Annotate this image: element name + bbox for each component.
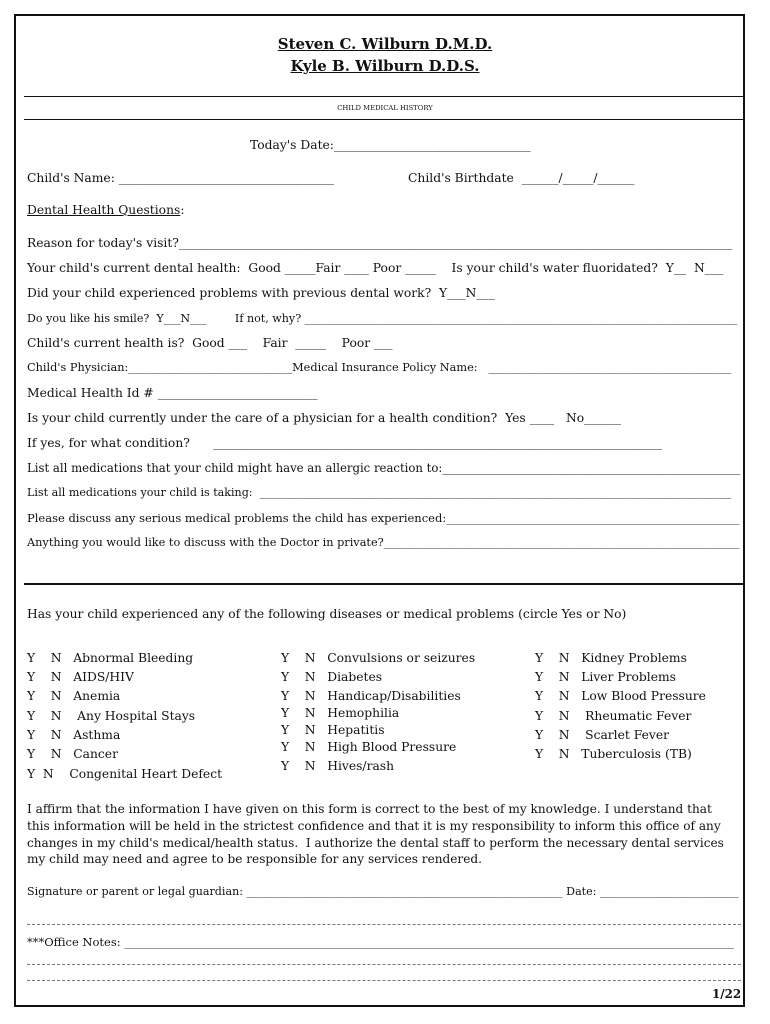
reason-field[interactable]: Reason for today's visit?__________________________________________________________________________________________ xyxy=(27,236,733,250)
diseases-intro: Has your child experienced any of the following diseases or medical problems (circle Yes or No) xyxy=(27,607,627,621)
dental-health-field[interactable]: Your child's current dental health: Good _____Fair ____ Poor _____ Is your child's water fluoridated? Y__ N___ xyxy=(27,261,724,275)
childs-name-field[interactable]: Child's Name: ___________________________________ xyxy=(27,171,334,185)
private-discussion-field[interactable]: Anything you would like to discuss with the Doctor in private?_______________________________________________________________ xyxy=(27,536,740,549)
doctor-name-2: Kyle B. Wilburn D.D.S. xyxy=(290,57,480,75)
form-title: CHILD MEDICAL HISTORY xyxy=(337,104,433,112)
disease-item[interactable]: Y N Liver Problems xyxy=(535,670,676,684)
signature-field[interactable]: Signature or parent or legal guardian: _________________________________________________________ Date: _________________________ xyxy=(27,885,739,898)
disease-item[interactable]: Y N Any Hospital Stays xyxy=(27,709,196,723)
disease-item[interactable]: Y N Convulsions or seizures xyxy=(281,651,476,665)
disease-item[interactable]: Y N Scarlet Fever xyxy=(535,728,669,742)
dental-heading-colon: : xyxy=(180,203,185,217)
under-care-field[interactable]: Is your child currently under the care of a physician for a health condition? Yes ____ No______ xyxy=(27,411,622,425)
office-notes-line xyxy=(27,964,741,965)
physician-field[interactable]: Child's Physician:_____________________________Medical Insurance Policy Name: ___________________________________________ xyxy=(27,361,732,374)
disease-item[interactable]: Y N Hives/rash xyxy=(281,759,395,773)
disease-item[interactable]: Y N Diabetes xyxy=(281,670,383,684)
disease-item[interactable]: Y N Congenital Heart Defect xyxy=(27,767,223,781)
todays-date-field[interactable]: Today's Date:________________________________ xyxy=(250,138,531,152)
disease-item[interactable]: Y N Hepatitis xyxy=(281,723,385,737)
dental-heading-text: Dental Health Questions xyxy=(27,203,181,217)
section-divider xyxy=(24,583,745,585)
affirm-line-1: I affirm that the information I have given on this form is correct to the best of my knowledge. I understand that xyxy=(27,802,712,816)
disease-item[interactable]: Y N Low Blood Pressure xyxy=(535,689,706,703)
office-notes-field[interactable]: ***Office Notes: __________________________________________________________________________________________________________ xyxy=(27,935,734,949)
disease-item[interactable]: Y N Asthma xyxy=(27,728,121,742)
disease-item[interactable]: Y N Kidney Problems xyxy=(535,651,687,665)
affirm-line-4: my child may need and agree to be responsible for any services rendered. xyxy=(27,852,482,866)
medications-field[interactable]: List all medications your child is taking: _____________________________________________________________________________________ xyxy=(27,486,732,499)
disease-item[interactable]: Y N Rheumatic Fever xyxy=(535,709,692,723)
disease-item[interactable]: Y N Handicap/Disabilities xyxy=(281,689,461,703)
affirm-line-3: changes in my child's medical/health status. I authorize the dental staff to perform the necessary dental services xyxy=(27,836,724,850)
previous-work-field[interactable]: Did your child experienced problems with previous dental work? Y___N___ xyxy=(27,286,495,300)
disease-item[interactable]: Y N Tuberculosis (TB) xyxy=(535,747,692,761)
allergic-medications-field[interactable]: List all medications that your child might have an allergic reaction to:___________________________________________________ xyxy=(27,461,741,475)
disease-item[interactable]: Y N Anemia xyxy=(27,689,121,703)
affirm-line-2: this information will be held in the strictest confidence and that it is my responsibility to inform this office of any xyxy=(27,819,721,833)
disease-item[interactable]: Y N Hemophilia xyxy=(281,706,400,720)
office-notes-line xyxy=(27,980,741,981)
title-top-rule xyxy=(24,96,745,97)
disease-item[interactable]: Y N AIDS/HIV xyxy=(27,670,134,684)
disease-item[interactable]: Y N Abnormal Bleeding xyxy=(27,651,194,665)
dental-heading xyxy=(27,202,184,218)
current-health-field[interactable]: Child's current health is? Good ___ Fair _____ Poor ___ xyxy=(27,336,393,350)
office-divider xyxy=(27,924,741,925)
page-number: 1/22 xyxy=(712,987,742,1001)
birthdate-field[interactable]: Child's Birthdate ______/_____/______ xyxy=(408,171,635,185)
serious-problems-field[interactable]: Please discuss any serious medical problems the child has experienced:___________________________________________________ xyxy=(27,511,740,525)
condition-field[interactable]: If yes, for what condition? _________________________________________________________________________ xyxy=(27,436,663,450)
title-bottom-rule xyxy=(24,119,745,120)
medical-id-field[interactable]: Medical Health Id # __________________________ xyxy=(27,386,318,400)
disease-item[interactable]: Y N Cancer xyxy=(27,747,118,761)
smile-field[interactable]: Do you like his smile? Y___N___ If not, why? ______________________________________________________________________________ xyxy=(27,312,738,325)
doctor-name-1: Steven C. Wilburn D.M.D. xyxy=(277,35,493,53)
disease-item[interactable]: Y N High Blood Pressure xyxy=(281,740,457,754)
